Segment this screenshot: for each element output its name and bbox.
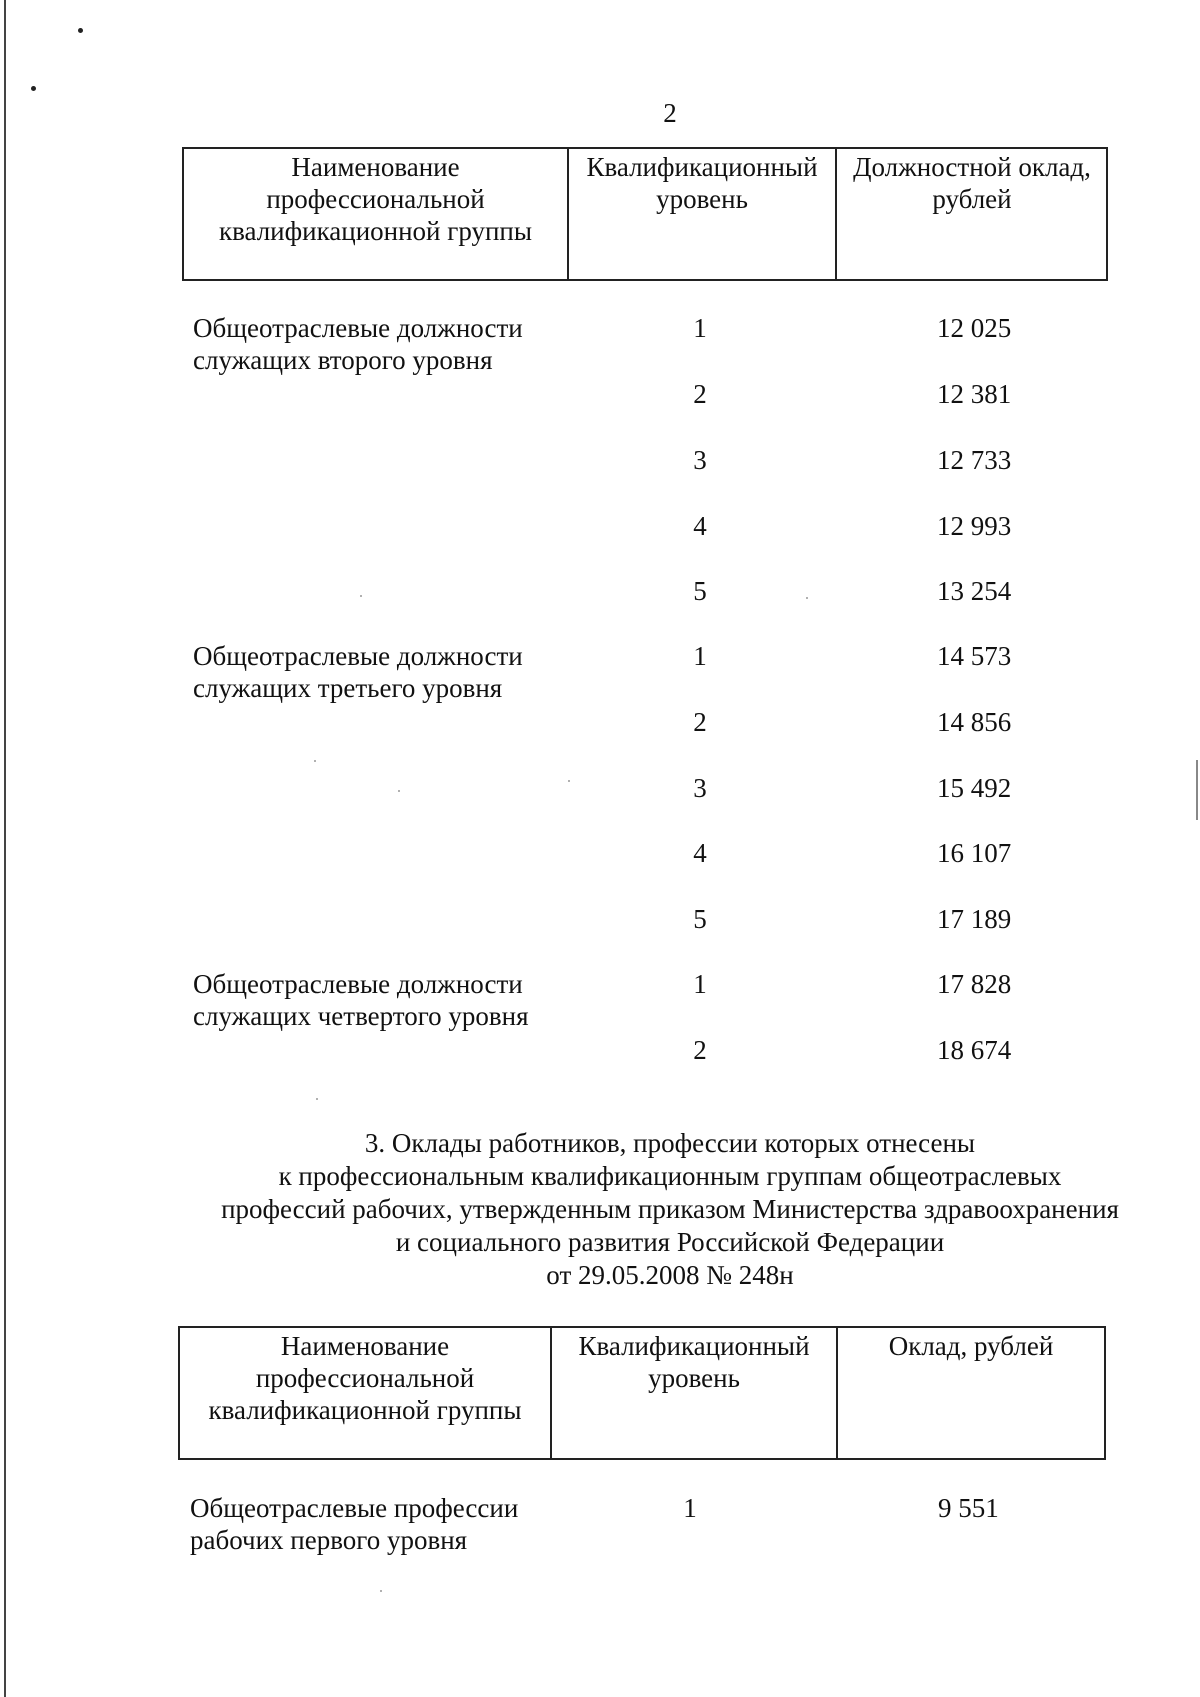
table1-salary: 12 733 — [937, 445, 1012, 475]
scan-speck — [314, 760, 316, 762]
scan-dot — [31, 86, 36, 91]
scan-border — [4, 0, 6, 1697]
table1-level: 1 — [693, 969, 707, 999]
table1-group-name: Общеотраслевые должности — [193, 641, 523, 671]
scan-dot — [78, 28, 83, 33]
table1-salary: 12 025 — [937, 313, 1012, 343]
table1-salary: 16 107 — [937, 838, 1012, 868]
table1-level: 2 — [693, 707, 707, 737]
table1-salary: 18 674 — [937, 1035, 1012, 1065]
table1-level: 3 — [693, 773, 707, 803]
table1-salary: 14 573 — [937, 641, 1012, 671]
scan-speck — [380, 1590, 382, 1592]
scan-speck — [360, 595, 362, 597]
table1-salary: 17 828 — [937, 969, 1012, 999]
table1-header-group: Наименование профессиональной квалификационной группы — [218, 152, 533, 246]
table1-salary: 12 993 — [937, 511, 1012, 541]
table1-level: 4 — [693, 511, 707, 541]
scan-speck — [316, 1098, 318, 1100]
table1-level: 4 — [693, 838, 707, 868]
table1-level: 2 — [693, 379, 707, 409]
table1-level: 1 — [693, 641, 707, 671]
table2-level: 1 — [683, 1493, 697, 1523]
table1-level: 5 — [693, 576, 707, 606]
table1-header-salary: Должностной оклад, рублей — [853, 152, 1091, 214]
table2-group-name: Общеотраслевые профессии — [190, 1493, 519, 1523]
scan-speck — [398, 790, 400, 792]
page-number: 2 — [663, 98, 677, 128]
table1-group-name: Общеотраслевые должности — [193, 313, 523, 343]
table1-level: 2 — [693, 1035, 707, 1065]
table1-salary: 15 492 — [937, 773, 1012, 803]
scan-border-right — [1196, 760, 1198, 820]
table1-level: 1 — [693, 313, 707, 343]
table1-level: 5 — [693, 904, 707, 934]
scan-speck — [568, 780, 570, 782]
table2-header-level: Квалификационный уровень — [578, 1331, 810, 1393]
table1-salary: 13 254 — [937, 576, 1012, 606]
section3-heading-line: профессий рабочих, утвержденным приказом Министерства здравоохранения — [221, 1194, 1119, 1224]
table1-salary: 14 856 — [937, 707, 1012, 737]
section3-heading-line: 3. Оклады работников, профессии которых отнесены — [364, 1128, 976, 1158]
table1-salary: 17 189 — [937, 904, 1012, 934]
table2-salary: 9 551 — [938, 1493, 999, 1523]
table1-header-level: Квалификационный уровень — [586, 152, 818, 214]
section3-heading-line: и социального развития Российской Федерации — [395, 1227, 945, 1257]
scan-speck — [806, 597, 808, 599]
table1-group-name: служащих второго уровня — [193, 345, 493, 375]
table1-header — [182, 147, 1108, 281]
section3-heading-line: от 29.05.2008 № 248н — [546, 1260, 794, 1290]
table2-header-group: Наименование профессиональной квалификационной группы — [208, 1331, 522, 1425]
table1-salary: 12 381 — [937, 379, 1012, 409]
table1-group-name: служащих четвертого уровня — [193, 1001, 529, 1031]
table2-header — [178, 1326, 1106, 1460]
section3-heading-line: к профессиональным квалификационным группам общеотраслевых — [278, 1161, 1062, 1191]
table2-group-name: рабочих первого уровня — [190, 1525, 468, 1555]
table1-group-name: служащих третьего уровня — [193, 673, 503, 703]
table1-level: 3 — [693, 445, 707, 475]
table2-header-salary: Оклад, рублей — [888, 1331, 1054, 1361]
table1-group-name: Общеотраслевые должности — [193, 969, 523, 999]
